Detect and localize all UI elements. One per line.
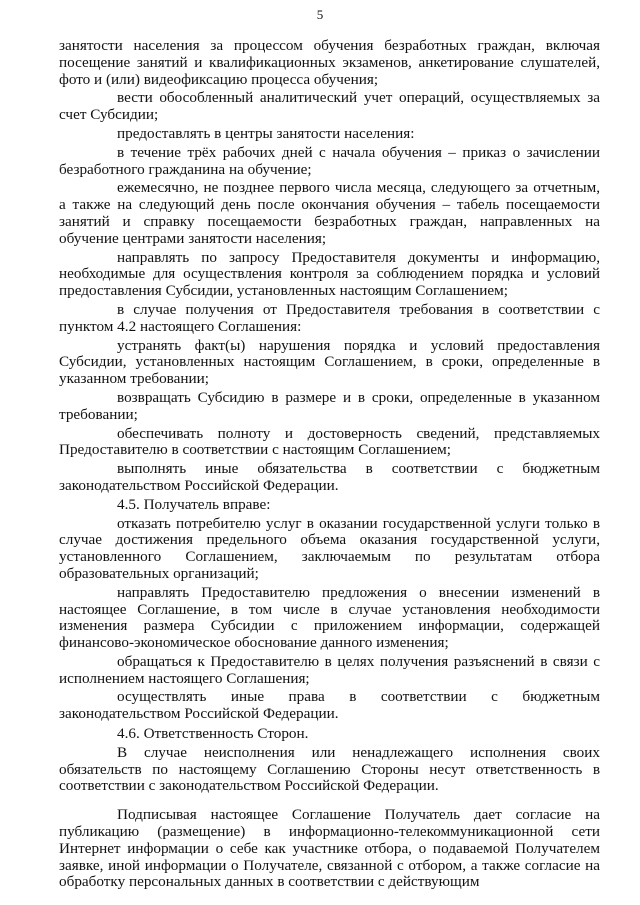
- paragraph-propose-changes: направлять Предоставителю предложения о внесении изменений в настоящее Соглашение, в том числе в случае установления необходимости изменения размера Субсидии с приложением информации, содержащей финансово-экономическое обоснование данного изменения;: [59, 583, 600, 652]
- paragraph-continuation: занятости населения за процессом обучения безработных граждан, включая посещение занятий и квалификационных экзаменов, анкетирование слушателей, фото и (или) видеофиксацию процесса обучения;: [59, 37, 600, 88]
- paragraph-requirement-received: в случае получения от Предоставителя требования в соответствии с пунктом 4.2 настоящего Соглашения:: [59, 300, 600, 335]
- paragraph-request-clarifications: обращаться к Предоставителю в целях получения разъяснений в связи с исполнением настоящего Соглашения;: [59, 652, 600, 687]
- paragraph-accounting: вести обособленный аналитический учет операций, осуществляемых за счет Субсидии;: [59, 89, 600, 124]
- section-heading-4-5: 4.5. Получатель вправе:: [117, 495, 271, 513]
- paragraph-consent: Подписывая настоящее Соглашение Получатель дает согласие на публикацию (размещение) в информационно-телекоммуникационной сети Интернет информации о себе как участнике отбора, о подаваемой Получателем заявке, иной информации о Получателе, связанной с отбором, а также согласие на обработку персональных данных в соответствии с действующим: [59, 806, 600, 891]
- paragraph-liability: В случае неисполнения или ненадлежащего исполнения своих обязательств по настоящему Соглашению Стороны несут ответственность в соответствии с законодательством Российской Федерации.: [59, 743, 600, 795]
- paragraph-monthly-attendance: ежемесячно, не позднее первого числа месяца, следующего за отчетным, а также на следующий день после окончания обучения – табель посещаемости занятий и справку посещаемости безработных граждан, направленных на обучение центрами занятости населения;: [59, 179, 600, 247]
- paragraph-provide-to-centers: предоставлять в центры занятости населения:: [117, 124, 415, 142]
- paragraph-refuse-service: отказать потребителю услуг в оказании государственной услуги только в случае достижения предельного объема оказания государственной услуги, установленного Соглашением, заключаемым по результатам отбора образовательных организаций;: [59, 514, 600, 582]
- paragraph-eliminate-violations: устранять факт(ы) нарушения порядка и условий предоставления Субсидии, установленных настоящим Соглашением, в сроки, определенные в указанном требовании;: [59, 336, 600, 388]
- paragraph-other-rights: осуществлять иные права в соответствии с бюджетным законодательством Российской Федерации.: [59, 688, 600, 723]
- paragraph-ensure-completeness: обеспечивать полноту и достоверность сведений, представляемых Предоставителю в соответствии с настоящим Соглашением;: [59, 424, 600, 459]
- paragraph-return-subsidy: возвращать Субсидию в размере и в сроки, определенные в указанном требовании;: [59, 388, 600, 423]
- section-heading-4-6: 4.6. Ответственность Сторон.: [117, 725, 309, 743]
- paragraph-enrollment-order: в течение трёх рабочих дней с начала обучения – приказ о зачислении безработного гражданина на обучение;: [59, 143, 600, 178]
- page-number: 5: [316, 7, 324, 22]
- paragraph-documents-on-request: направлять по запросу Предоставителя документы и информацию, необходимые для осуществления контроля за соблюдением порядка и условий предоставления Субсидии, установленных настоящим Соглашением;: [59, 248, 600, 300]
- paragraph-other-obligations: выполнять иные обязательства в соответствии с бюджетным законодательством Российской Федерации.: [59, 460, 600, 494]
- document-body: [59, 38, 600, 891]
